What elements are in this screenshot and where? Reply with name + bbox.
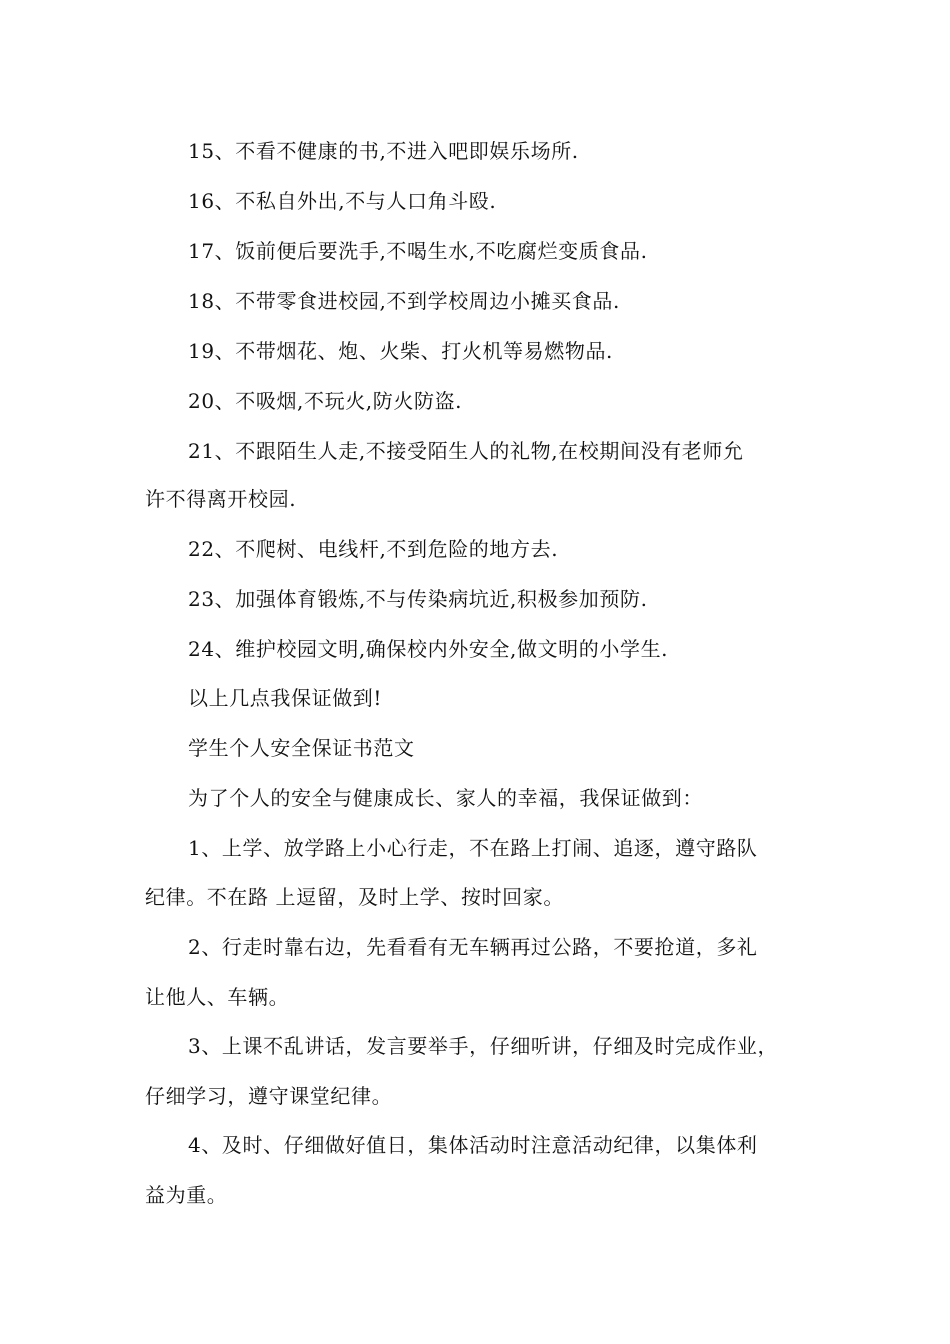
rule-15: 15、不看不健康的书,不进入吧即娱乐场所. [188, 139, 579, 163]
rule-20: 20、不吸烟,不玩火,防火防盗. [188, 389, 463, 413]
rule-19: 19、不带烟花、炮、火柴、打火机等易燃物品. [188, 339, 614, 363]
item-3-line-1: 3、上课不乱讲话，发言要举手，仔细听讲，仔细及时完成作业， [188, 1034, 779, 1058]
rule-24: 24、维护校园文明,确保校内外安全,做文明的小学生. [188, 637, 669, 661]
rule-17: 17、饭前便后要洗手,不喝生水,不吃腐烂变质食品. [188, 239, 648, 263]
item-1-line-2: 纪律。不在路 上逗留，及时上学、按时回家。 [145, 885, 564, 909]
item-4-line-2: 益为重。 [145, 1183, 228, 1207]
item-2-line-2: 让他人、车辆。 [145, 985, 290, 1009]
item-3-line-2: 仔细学习，遵守课堂纪律。 [145, 1084, 393, 1108]
rule-18: 18、不带零食进校园,不到学校周边小摊买食品. [188, 289, 620, 313]
rule-21-line-2: 许不得离开校园. [145, 487, 297, 511]
pledge-statement: 以上几点我保证做到! [188, 686, 383, 710]
item-4-line-1: 4、及时、仔细做好值日，集体活动时注意活动纪律，以集体利 [188, 1133, 758, 1157]
rule-16: 16、不私自外出,不与人口角斗殴. [188, 189, 497, 213]
item-2-line-1: 2、行走时靠右边，先看看有无车辆再过公路，不要抢道，多礼 [188, 935, 758, 959]
rule-21-line-1: 21、不跟陌生人走,不接受陌生人的礼物,在校期间没有老师允 [188, 439, 744, 463]
item-1-line-1: 1、上学、放学路上小心行走，不在路上打闹、追逐，遵守路队 [188, 836, 758, 860]
rule-23: 23、加强体育锻炼,不与传染病坑近,积极参加预防. [188, 587, 648, 611]
section-title: 学生个人安全保证书范文 [188, 736, 415, 760]
rule-22: 22、不爬树、电线杆,不到危险的地方去. [188, 537, 559, 561]
intro-paragraph: 为了个人的安全与健康成长、家人的幸福，我保证做到： [188, 786, 703, 810]
